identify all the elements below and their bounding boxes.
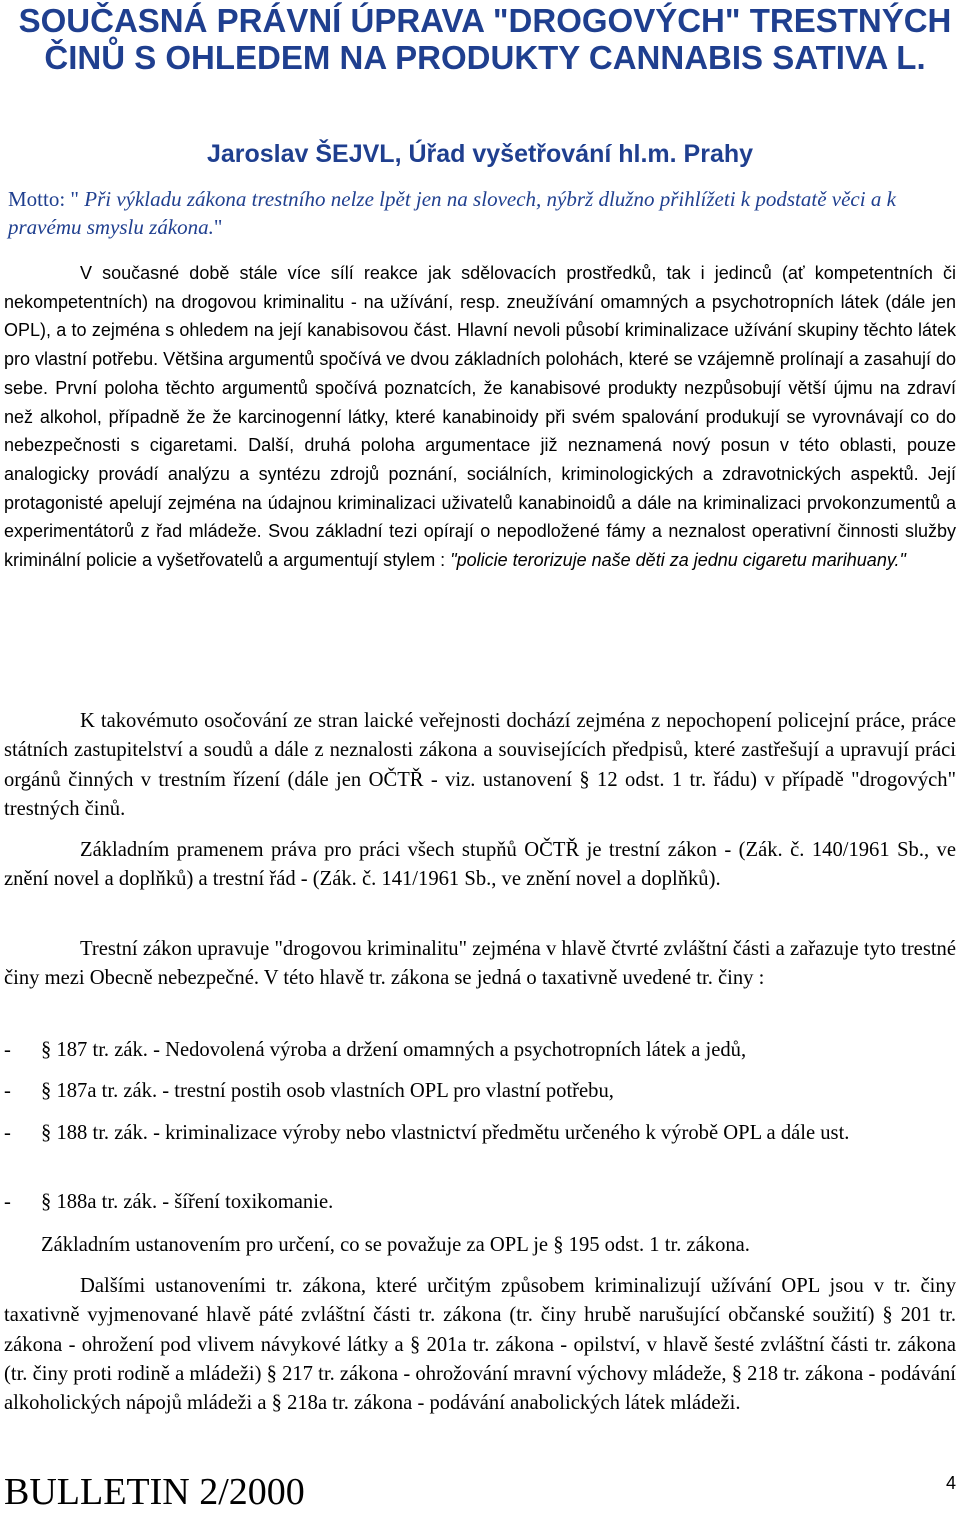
- paragraph-legal-sources: Základním pramenem práva pro práci všech stupňů OČTŘ je trestní zákon - (Zák. č. 140/1961 Sb., ve znění novel a doplňků) a trestní řád - (Zák. č. 141/1961 Sb., ve znění novel a doplňků).: [4, 839, 956, 891]
- article-title: SOUČASNÁ PRÁVNÍ ÚPRAVA "DROGOVÝCH" TRESTNÝCH ČINŮ S OHLEDEM NA PRODUKTY CANNABIS SATIVA L.: [18, 2, 952, 76]
- list-item: [4, 1119, 956, 1148]
- motto-suffix: ": [213, 215, 223, 239]
- motto-prefix: Motto: ": [8, 187, 85, 211]
- list-dash: -: [4, 1039, 11, 1061]
- motto-text: Při výkladu zákona trestního nelze lpět jen na slovech, nýbrž dlužno přihlížeti k podstatě věci a k pravému smyslu zákona.: [8, 187, 896, 239]
- paragraph-intro-text: V současné době stále více sílí reakce jak sdělovacích prostředků, tak i jedinců (ať kompetentních či nekompetentních) na drogovou kriminalitu - na užívání, resp. zneužívání omamných a psychotropních látek (dále jen OPL), a to zejména s ohledem na její kanabisovou část. Hlavní nevoli působí kriminalizace užívání skupiny těchto látek pro vlastní potřebu. Většina argumentů spočívá ve dvou základních polohách, které se vzájemně prolínají a zasahují do sebe. První poloha těchto argumentů spočívá poznatcích, že kanabisové produkty nezpůsobují větší újmu na zdraví než alkohol, případně že že karcinogenní látky, které kanabinoidy při svém spalování produkují se vyrovnávají co do nebezpečnosti s cigaretami. Další, druhá poloha argumentace již neznamená nový posun v této oblasti, pouze analogicky provádí analýzu a syntézu zdrojů poznání, sociálních, kriminologických a zdravotnických aspektů. Její protagonisté apelují zejména na údajnou kriminalizaci uživatelů kanabinoidů a dále na kriminalizaci prvokonzumentů a experimentátorů z řad mládeže. Svou základní tezi opírají o nepodložené fámy a neznalost operativní činnosti služby kriminální policie a vyšetřovatelů a argumentují stylem :: [4, 263, 956, 571]
- motto: [8, 185, 938, 241]
- list-item: [4, 1188, 956, 1217]
- paragraph-intro: [4, 259, 956, 575]
- list-dash: -: [4, 1122, 11, 1144]
- paragraph-criminal-code: Trestní zákon upravuje "drogovou kriminalitu" zejména v hlavě čtvrté zvláštní části a zařazuje tyto trestné činy mezi Obecně nebezpečné. V této hlavě tr. zákona se jedná o taxativně uvedené tr. činy :: [4, 938, 956, 990]
- list-item-text: § 187 tr. zák. - Nedovolená výroba a držení omamných a psychotropních látek a jedů,: [41, 1039, 747, 1061]
- list-dash: -: [4, 1191, 11, 1213]
- author-line: Jaroslav ŠEJVL, Úřad vyšetřování hl.m. Prahy: [206, 140, 754, 168]
- paragraph-further-provisions: Dalšími ustanoveními tr. zákona, které určitým způsobem kriminalizují užívání OPL jsou v tr. činy taxativně vyjmenované hlavě páté zvláštní části tr. zákona (tr. činy hrubě narušující občanské soužití) § 201 tr. zákona - ohrožení pod vlivem návykové látky a § 201a tr. zákona - opilství, v hlavě šesté zvláštní části tr. zákona (tr. činy proti rodině a mládeži) § 217 tr. zákona - ohrožování mravní výchovy mládeže, § 218 tr. zákona - podávání alkoholických nápojů mládeži a § 218a tr. zákona - podávání anabolických látek mládeži.: [4, 1275, 956, 1415]
- paragraph-intro-quote: "policie terorizuje naše děti za jednu cigaretu marihuany.": [450, 550, 906, 571]
- list-item: [4, 1036, 956, 1065]
- page-number: 4: [945, 1473, 956, 1493]
- list-item-text: § 188 tr. zák. - kriminalizace výroby nebo vlastnictví předmětu určeného k výrobě OPL a dále ust.: [41, 1122, 850, 1144]
- bulletin-footer: BULLETIN 2/2000: [4, 1471, 305, 1513]
- list-item-text: § 187a tr. zák. - trestní postih osob vlastních OPL pro vlastní potřebu,: [41, 1080, 614, 1102]
- list-dash: -: [4, 1080, 11, 1102]
- paragraph-defamation: K takovémuto osočování ze stran laické veřejnosti dochází zejména z nepochopení policejní práce, práce státních zastupitelství a soudů a dále z neznalosti zákona a souvisejících předpisů, které zastřešují a upravují práci orgánů činných v trestním řízení (dále jen OČTŘ - viz. ustanovení § 12 odst. 1 tr. řádu) v případě "drogových" trestných činů.: [4, 710, 956, 820]
- list-item: [4, 1077, 956, 1106]
- list-item-text: § 188a tr. zák. - šíření toxikomanie.: [41, 1191, 334, 1213]
- paragraph-opl-definition: Základním ustanovením pro určení, co se považuje za OPL je § 195 odst. 1 tr. zákona.: [41, 1234, 750, 1256]
